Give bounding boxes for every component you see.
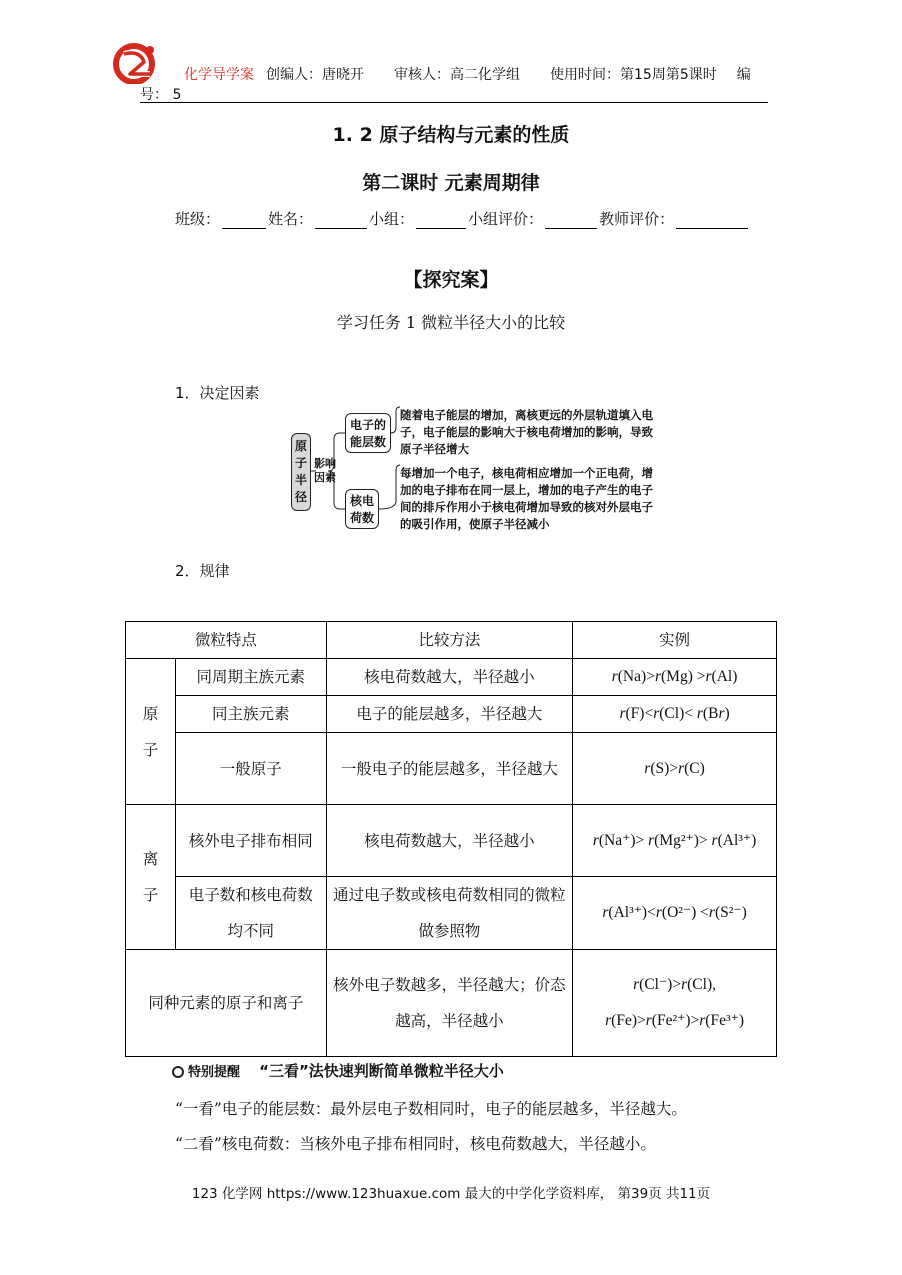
table-row (126, 733, 777, 805)
factor-diagram (290, 405, 660, 555)
class-label: 班级： (175, 210, 221, 228)
tip-line-1: “一看”电子的能层数：最外层电子数相同时，电子的能层越多，半径越大。 (175, 1100, 687, 1118)
tip-label: 特别提醒 (188, 1065, 241, 1080)
atom-group-label: 原子 (126, 659, 176, 805)
header-editor: 创编人：唐晓开 (266, 67, 364, 83)
header-time: 使用时间：第15周第5课时 (550, 67, 717, 83)
class-field[interactable] (222, 214, 266, 229)
tip-line-2: “二看”核电荷数：当核外电子排布相同时，核电荷数越大，半径越小。 (175, 1135, 656, 1153)
page-footer: 123 化学网 https://www.123huaxue.com 最大的中学化学资料库， 第39页 共11页 (191, 1186, 711, 1202)
table-row (126, 696, 777, 733)
tip-headline: “三看”法快速判断简单微粒半径大小 (259, 1062, 504, 1080)
group-label: 小组： (369, 210, 415, 228)
table-cell-example: r(Na⁺)> r(Mg²⁺)> r(Al³⁺) (573, 805, 777, 877)
name-field[interactable] (315, 214, 367, 229)
table-cell-method: 通过电子数或核电荷数相同的微粒做参照物 (326, 877, 572, 950)
ion-group-label: 离子 (126, 805, 176, 950)
group-field[interactable] (416, 214, 466, 229)
teacher-eval-label: 教师评价： (599, 210, 675, 228)
table-cell-example: r(S)>r(C) (573, 733, 777, 805)
table-header-row (126, 622, 777, 659)
radius-rules-table (125, 621, 777, 1057)
logo-icon (110, 40, 162, 84)
atomic-radius-box: 原子半径 (291, 433, 311, 511)
table-cell-feature: 同周期主族元素 (175, 659, 326, 696)
table-cell-feature: 一般原子 (175, 733, 326, 805)
page-title: 1. 2 原子结构与元素的性质 (332, 124, 570, 146)
teacher-eval-field[interactable] (676, 214, 748, 229)
name-label: 姓名： (268, 210, 314, 228)
factor-heading: 1．决定因素 (175, 384, 260, 402)
header-number: 号： 5 (140, 87, 182, 103)
header-line (184, 64, 751, 84)
table-header: 比较方法 (326, 622, 572, 659)
tip-heading (172, 1060, 504, 1081)
table-cell-method: 一般电子的能层越多，半径越大 (326, 733, 572, 805)
table-cell-method: 电子的能层越多，半径越大 (326, 696, 572, 733)
charge-explanation: 每增加一个电子，核电荷相应增加一个正电荷，增加的电子排布在同一层上，增加的电子产生的电子间的排斥作用小于核电荷增加导致的核对外层电子的吸引作用，使原子半径减小 (400, 466, 653, 531)
layers-box: 电子的能层数 (345, 413, 391, 453)
layers-explanation: 随着电子能层的增加，离核更远的外层轨道填入电子，电子能层的影响大于核电荷增加的影响，导致原子半径增大 (400, 408, 653, 456)
factors-label: 影响因素 (314, 457, 336, 484)
table-cell-feature: 同种元素的原子和离子 (126, 950, 327, 1057)
task-title: 学习任务 1 微粒半径大小的比较 (336, 313, 566, 332)
header-reviewer: 审核人：高二化学组 (394, 67, 520, 83)
table-cell-method: 核电荷数越大，半径越小 (326, 659, 572, 696)
table-cell-example: r(F)<r(Cl)< r(Br) (573, 696, 777, 733)
table-cell-feature: 电子数和核电荷数均不同 (175, 877, 326, 950)
student-info-row (175, 208, 750, 229)
group-eval-label: 小组评价： (468, 210, 544, 228)
group-eval-field[interactable] (545, 214, 597, 229)
page-subtitle: 第二课时 元素周期律 (362, 172, 540, 194)
table-row (126, 805, 777, 877)
table-header: 微粒特点 (126, 622, 327, 659)
section-title: 【探究案】 (403, 269, 499, 291)
table-row (126, 877, 777, 950)
table-cell-example: r(Cl⁻)>r(Cl), r(Fe)>r(Fe²⁺)>r(Fe³⁺) (573, 950, 777, 1057)
table-cell-method: 核电荷数越大，半径越小 (326, 805, 572, 877)
tip-icon (172, 1066, 184, 1078)
table-cell-example: r(Na)>r(Mg) >r(Al) (573, 659, 777, 696)
table-row (126, 950, 777, 1057)
header-brand: 化学导学案 (184, 67, 254, 83)
table-header: 实例 (573, 622, 777, 659)
header-number-prefix: 编 (736, 67, 751, 83)
law-heading: 2．规律 (175, 562, 230, 580)
table-cell-example: r(Al³⁺)<r(O²⁻) <r(S²⁻) (573, 877, 777, 950)
header-divider (140, 102, 768, 103)
table-cell-method: 核外电子数越多，半径越大；价态越高，半径越小 (326, 950, 572, 1057)
charge-box: 核电荷数 (345, 489, 379, 529)
table-cell-feature: 核外电子排布相同 (175, 805, 326, 877)
table-cell-feature: 同主族元素 (175, 696, 326, 733)
table-row (126, 659, 777, 696)
